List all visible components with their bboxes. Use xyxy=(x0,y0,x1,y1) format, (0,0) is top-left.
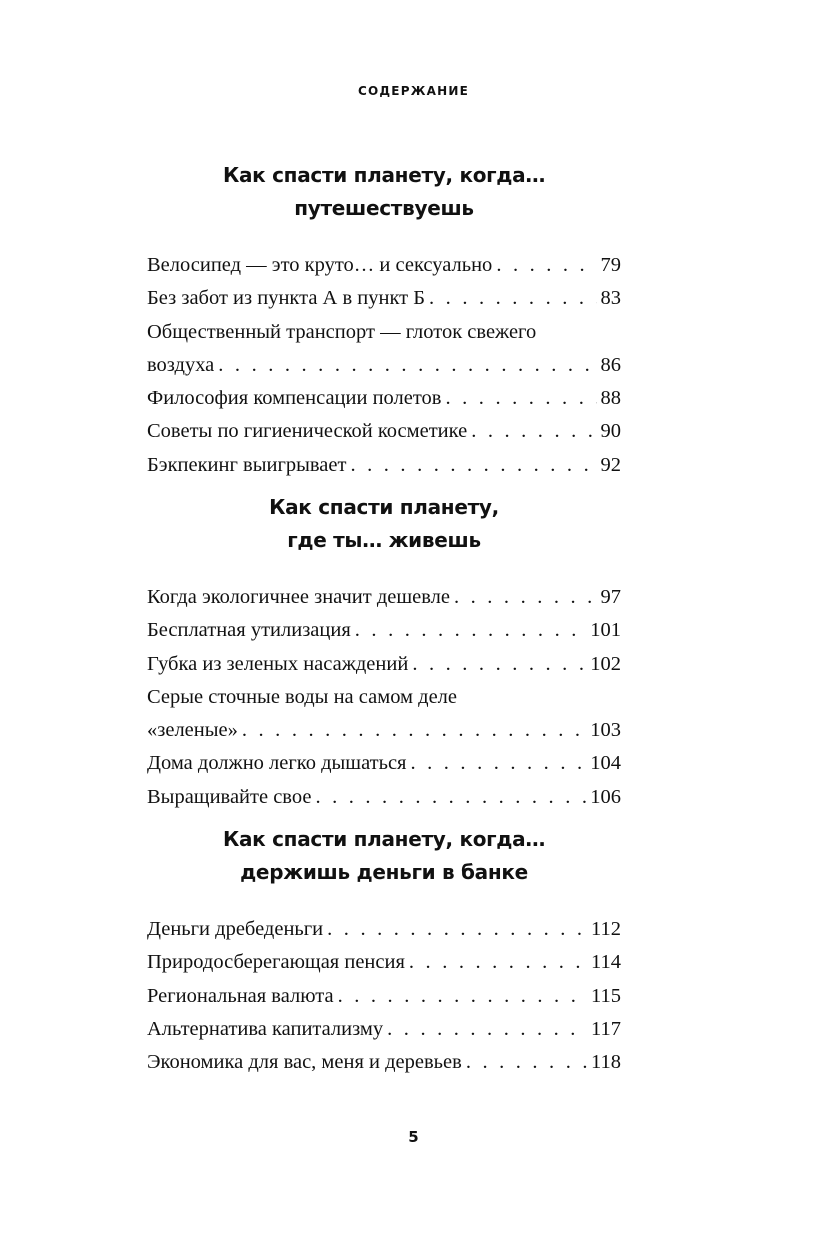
dot-leader xyxy=(338,980,587,1013)
entry-title-line: Общественный транспорт — глоток свежего xyxy=(147,320,537,343)
dot-leader xyxy=(350,449,596,482)
page-number: 83 xyxy=(600,287,621,310)
dot-leader xyxy=(466,1046,587,1079)
section-title xyxy=(147,159,621,225)
section-title-line: Как спасти планету, xyxy=(269,495,499,519)
entry-title: Выращивайте свое xyxy=(147,785,312,808)
page-number: 117 xyxy=(591,1017,621,1040)
toc-section-travel xyxy=(147,159,621,482)
entry-title: Природосберегающая пенсия xyxy=(147,951,405,974)
toc-entry[interactable] xyxy=(147,581,621,614)
page-number: 103 xyxy=(590,719,621,742)
dot-leader xyxy=(429,282,596,315)
toc-entry[interactable] xyxy=(147,249,621,282)
toc-entry[interactable] xyxy=(147,781,621,814)
toc-entry[interactable] xyxy=(147,648,621,681)
toc-entry[interactable] xyxy=(147,449,621,482)
dot-leader xyxy=(410,747,586,780)
section-title-line: держишь деньги в банке xyxy=(240,860,528,884)
toc-entry[interactable] xyxy=(147,1046,621,1079)
entry-title: Когда экологичнее значит дешевле xyxy=(147,586,450,608)
dot-leader xyxy=(496,249,596,282)
dot-leader xyxy=(454,581,597,614)
dot-leader xyxy=(446,382,597,415)
toc-entry[interactable] xyxy=(147,415,621,448)
section-title-line: Как спасти планету, когда… xyxy=(222,827,546,851)
section-title-line: путешествуешь xyxy=(294,196,474,220)
page-number: 97 xyxy=(600,586,621,608)
toc-entry[interactable] xyxy=(147,747,621,780)
entry-title: Бэкпекинг выигрывает xyxy=(147,453,347,476)
entry-title: Дома должно легко дышаться xyxy=(147,752,407,775)
entry-title: Альтернатива капитализму xyxy=(147,1017,384,1040)
entry-title: Экономика для вас, меня и деревьев xyxy=(147,1051,462,1074)
page-number: 112 xyxy=(591,918,621,940)
page-number: 106 xyxy=(590,785,621,808)
dot-leader xyxy=(327,913,587,946)
page-number: 88 xyxy=(600,387,621,410)
dot-leader xyxy=(387,1013,587,1046)
page-number: 86 xyxy=(600,353,621,376)
entry-title: «зеленые» xyxy=(147,719,238,742)
toc-entry[interactable] xyxy=(147,681,621,748)
entry-title: Без забот из пункта А в пункт Б xyxy=(147,287,426,310)
entry-title: Деньги дребеденьги xyxy=(147,918,324,940)
section-title xyxy=(147,823,621,889)
running-head: СОДЕРЖАНИЕ xyxy=(358,84,469,98)
toc-entry[interactable] xyxy=(147,1013,621,1046)
entry-title: Бесплатная утилизация xyxy=(147,619,351,642)
entry-title: Велосипед — это круто… и сексуально xyxy=(147,254,493,276)
dot-leader xyxy=(355,614,586,647)
entry-title: Губка из зеленых насаждений xyxy=(147,652,409,675)
page-number: 118 xyxy=(591,1051,621,1074)
toc-entry[interactable] xyxy=(147,316,621,383)
page-number: 102 xyxy=(590,652,621,675)
dot-leader xyxy=(218,349,596,382)
dot-leader xyxy=(242,714,586,747)
page-number-folio: 5 xyxy=(408,1128,419,1146)
toc-entry[interactable] xyxy=(147,980,621,1013)
toc-section-home xyxy=(147,491,621,814)
page-number: 115 xyxy=(591,984,621,1007)
page-number: 104 xyxy=(590,752,621,775)
page-number: 90 xyxy=(600,420,621,443)
dot-leader xyxy=(315,781,586,814)
page-number: 114 xyxy=(591,951,621,974)
entry-title: воздуха xyxy=(147,353,215,376)
entry-title: Региональная валюта xyxy=(147,984,334,1007)
page-number: 101 xyxy=(590,619,621,642)
section-title xyxy=(147,491,621,557)
section-title-line: где ты… живешь xyxy=(287,528,481,552)
toc-entry[interactable] xyxy=(147,614,621,647)
entry-title: Советы по гигиенической косметике xyxy=(147,420,468,443)
toc-section-bank xyxy=(147,823,621,1079)
entry-title-line: Серые сточные воды на самом деле xyxy=(147,685,458,708)
toc-entry[interactable] xyxy=(147,913,621,946)
section-title-line: Как спасти планету, когда… xyxy=(222,163,546,187)
entry-title: Философия компенсации полетов xyxy=(147,387,442,410)
page-number: 79 xyxy=(600,254,621,276)
dot-leader xyxy=(412,648,586,681)
toc-entry[interactable] xyxy=(147,946,621,979)
page-number: 92 xyxy=(600,453,621,476)
dot-leader xyxy=(409,946,587,979)
toc-entry[interactable] xyxy=(147,382,621,415)
dot-leader xyxy=(471,415,596,448)
toc-entry[interactable] xyxy=(147,282,621,315)
